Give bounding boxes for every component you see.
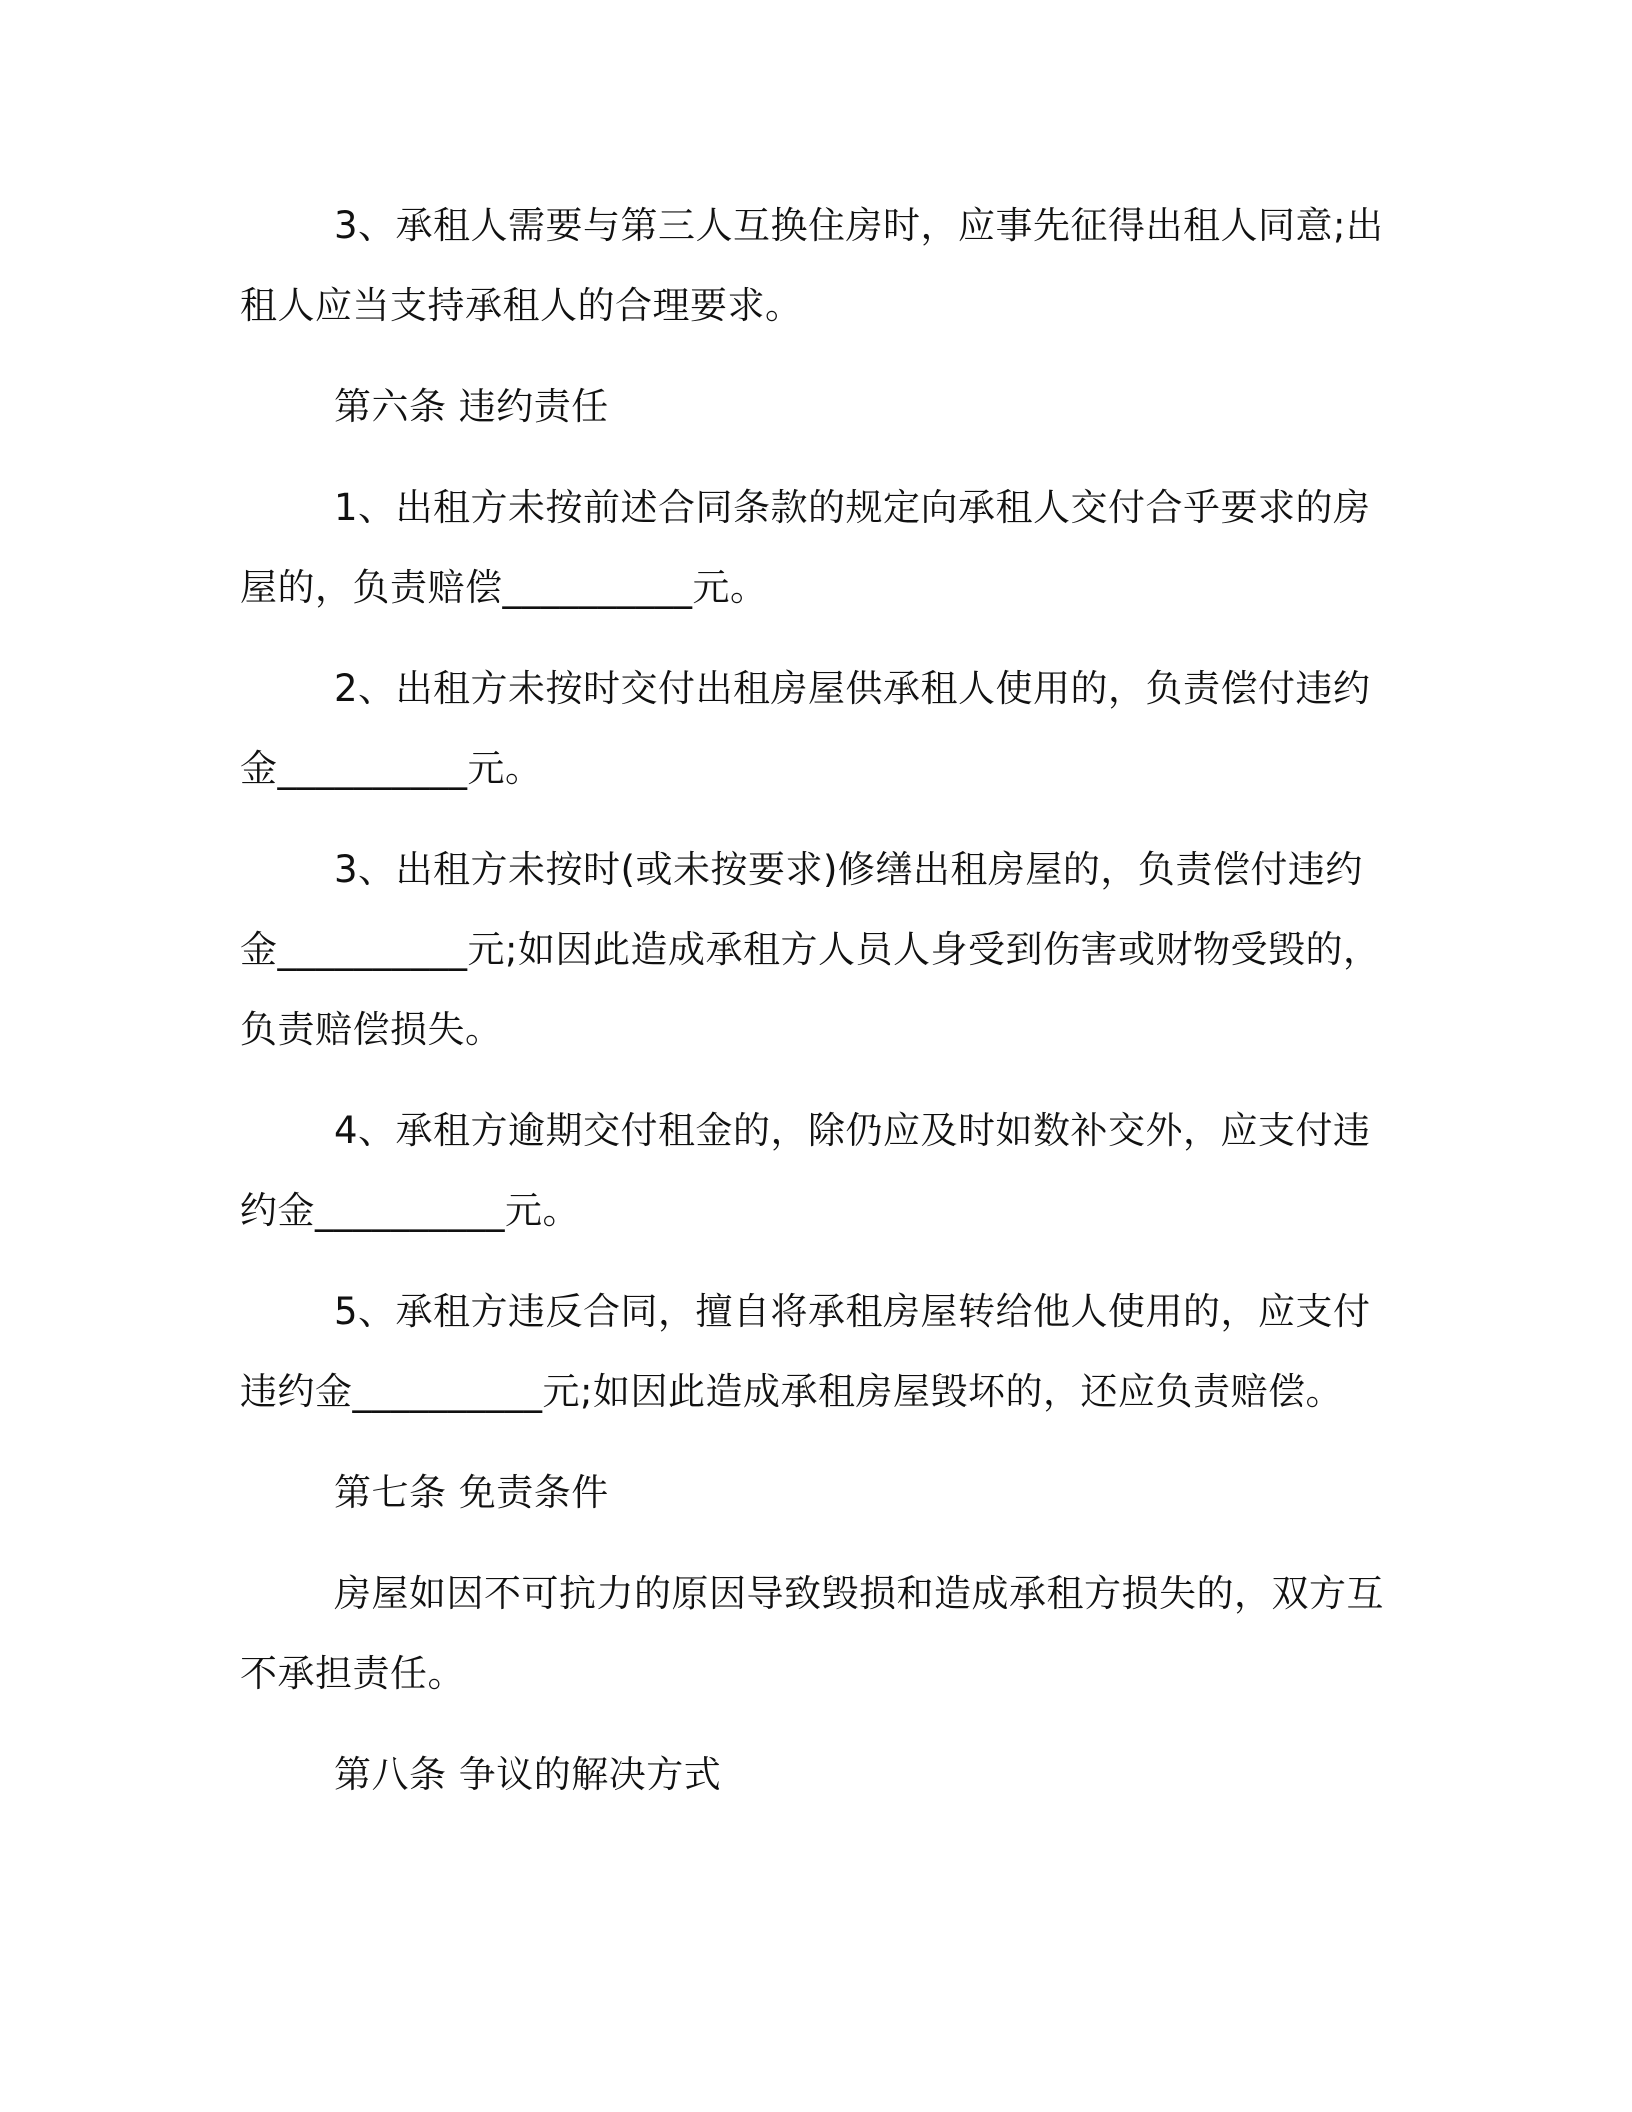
paragraph-article-6-item-3: 3、出租方未按时(或未按要求)修缮出租房屋的，负责偿付违约金__________元;如因此造成承租方人员人身受到伤害或财物受毁的，负责赔偿损失。: [240, 848, 1381, 1051]
document-body: [240, 186, 1390, 1815]
heading-article-7: 第七条 免责条件: [334, 1471, 609, 1514]
heading-article-8: 第八条 争议的解决方式: [334, 1753, 722, 1796]
paragraph-article-6-item-4: 4、承租方逾期交付租金的，除仍应及时如数补交外，应支付违约金__________元。: [240, 1109, 1371, 1232]
heading-article-6: 第六条 违约责任: [334, 385, 609, 428]
paragraph-article-6-item-2: 2、出租方未按时交付出租房屋供承租人使用的，负责偿付违约金__________元。: [240, 667, 1371, 790]
paragraph-article-6-item-5: 5、承租方违反合同，擅自将承租房屋转给他人使用的，应支付违约金__________元;如因此造成承租房屋毁坏的，还应负责赔偿。: [240, 1290, 1371, 1413]
paragraph-clause-5-item-3: 3、承租人需要与第三人互换住房时，应事先征得出租人同意;出租人应当支持承租人的合理要求。: [240, 204, 1384, 327]
paragraph-article-6-item-1: 1、出租方未按前述合同条款的规定向承租人交付合乎要求的房屋的，负责赔偿__________元。: [240, 486, 1371, 609]
paragraph-article-7-body: 房屋如因不可抗力的原因导致毁损和造成承租方损失的，双方互不承担责任。: [240, 1572, 1384, 1695]
